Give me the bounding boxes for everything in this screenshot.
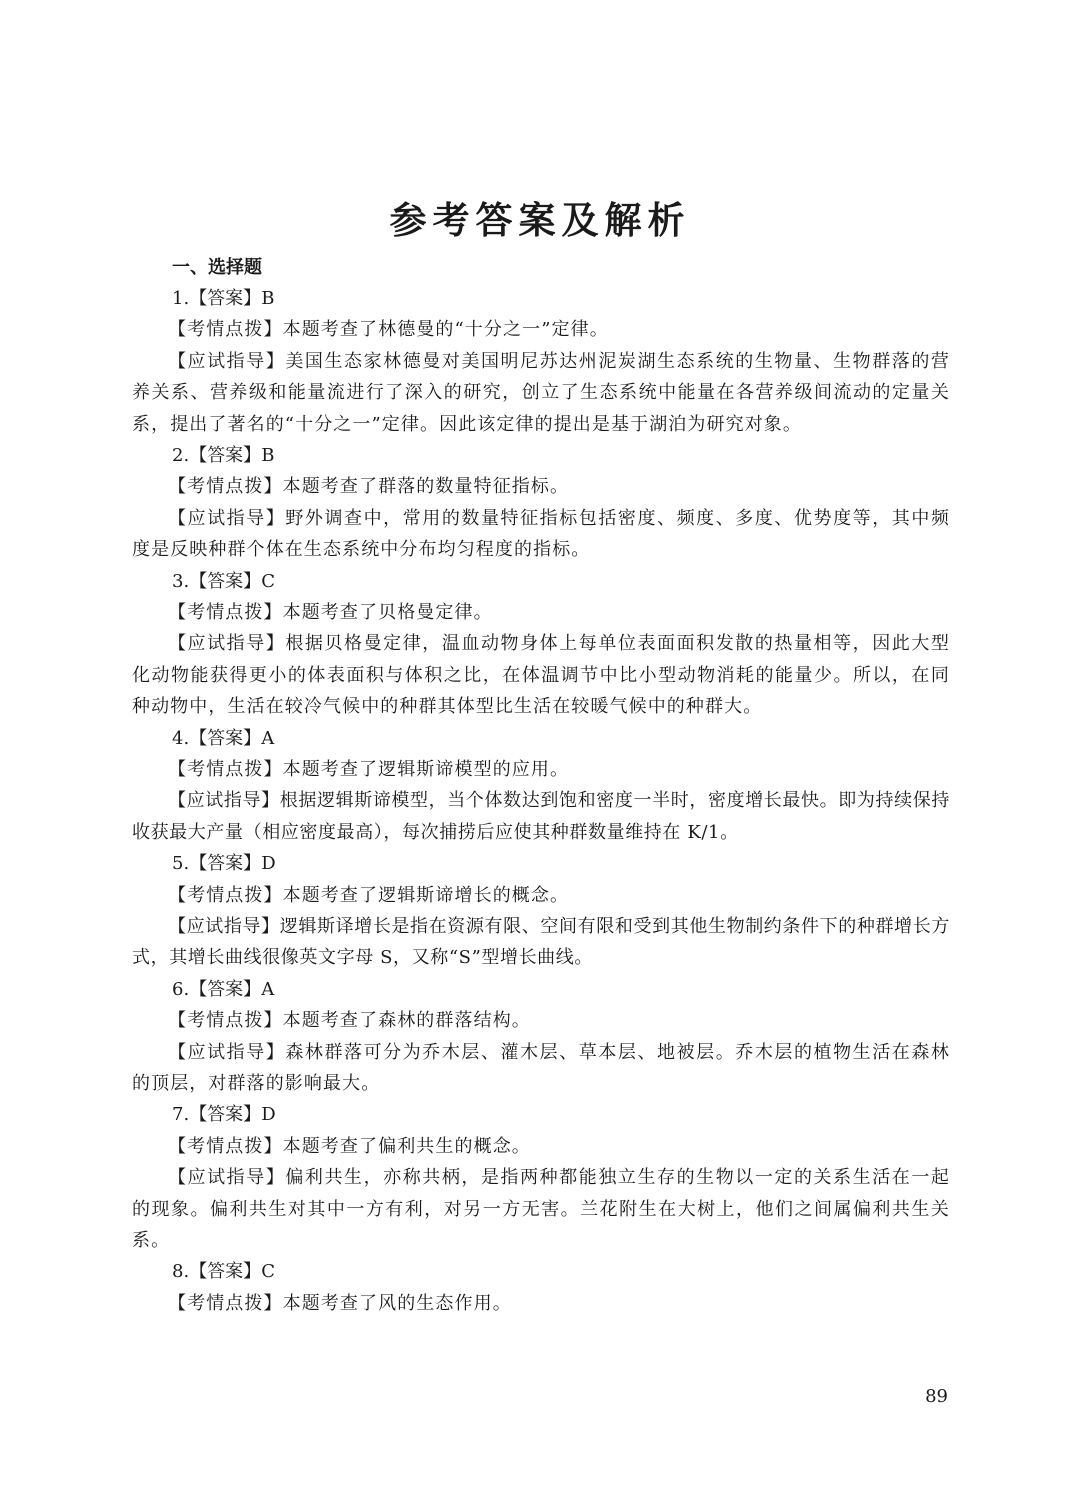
answer-label: 【答案】: [189, 1104, 262, 1126]
point-text: 本题考查了林德曼的“十分之一”定律。: [282, 319, 609, 341]
answer-value: B: [261, 288, 275, 309]
point-text: 本题考查了贝格曼定律。: [282, 602, 493, 624]
answer-value: C: [261, 1261, 275, 1283]
answer-line: [132, 566, 950, 597]
section-heading: 一、选择题: [172, 257, 262, 278]
point-line: [132, 1005, 950, 1036]
answer-line: [132, 848, 950, 879]
item-number: 5.: [172, 853, 190, 875]
item-number: 8.: [172, 1261, 190, 1283]
answer-label: 【答案】: [189, 445, 262, 467]
item-number: 7.: [172, 1104, 190, 1126]
guide-paragraph: [132, 503, 950, 566]
guide-label: 【应试指导】: [168, 1041, 286, 1063]
guide-text: 根据贝格曼定律，温血动物身体上每单位表面面积发散的热量相等，因此大型化动物能获得更小的体表面积与体积之比，在体温调节中比小型动物消耗的能量少。所以，在同种动物中，生活在较冷气候中的种群其体型比生活在较暖气候中的种群大。: [132, 633, 950, 718]
point-text: 本题考查了森林的群落结构。: [282, 1010, 531, 1032]
answer-item: [132, 1099, 950, 1256]
point-label: 【考情点拨】: [168, 319, 283, 341]
answer-value: D: [261, 1104, 276, 1126]
item-number: 6.: [172, 978, 190, 1000]
answer-item: [132, 566, 950, 723]
guide-text: 根据逻辑斯谛模型，当个体数达到饱和密度一半时，密度增长最快。即为持续保持收获最大产量（相应密度最高），每次捕捞后应使其种群数量维持在 K/1。: [132, 790, 950, 843]
guide-label: 【应试指导】: [168, 790, 280, 812]
guide-label: 【应试指导】: [168, 507, 286, 529]
point-line: [132, 471, 950, 502]
answer-label: 【答案】: [189, 570, 262, 592]
point-label: 【考情点拨】: [168, 1010, 283, 1032]
guide-text: 野外调查中，常用的数量特征指标包括密度、频度、多度、优势度等，其中频度是反映种群个体在生态系统中分布均匀程度的指标。: [132, 507, 950, 561]
point-text: 本题考查了风的生态作用。: [282, 1292, 512, 1314]
answer-label: 【答案】: [189, 288, 262, 309]
guide-paragraph: [132, 1037, 950, 1100]
answer-value: B: [261, 445, 275, 467]
guide-paragraph: [132, 1162, 950, 1256]
point-line: [132, 1131, 950, 1162]
item-number: 4.: [172, 727, 190, 749]
guide-text: 偏利共生，亦称共柄，是指两种都能独立生存的生物以一定的关系生活在一起的现象。偏利共生对其中一方有利，对另一方无害。兰花附生在大树上，他们之间属偏利共生关系。: [132, 1167, 950, 1252]
answer-value: A: [261, 727, 275, 749]
point-label: 【考情点拨】: [168, 602, 283, 624]
answer-label: 【答案】: [189, 727, 262, 749]
answer-value: D: [261, 853, 276, 875]
point-label: 【考情点拨】: [168, 1135, 283, 1157]
point-text: 本题考查了偏利共生的概念。: [282, 1135, 531, 1157]
answer-line: [132, 440, 950, 471]
point-text: 本题考查了逻辑斯谛增长的概念。: [282, 884, 570, 906]
answer-line: [132, 283, 950, 314]
answer-item: [132, 723, 950, 849]
item-number: 1.: [172, 288, 190, 309]
answer-line: [132, 974, 950, 1005]
point-label: 【考情点拨】: [168, 476, 283, 498]
answer-item: [132, 974, 950, 1100]
guide-paragraph: [132, 911, 950, 974]
answer-line: [132, 723, 950, 754]
answer-content: [132, 252, 950, 1319]
guide-label: 【应试指导】: [168, 916, 280, 938]
point-text: 本题考查了逻辑斯谛模型的应用。: [282, 759, 570, 781]
answer-line: [132, 1256, 950, 1287]
answer-label: 【答案】: [189, 853, 262, 875]
point-line: [132, 1288, 950, 1319]
answer-item: [132, 283, 950, 440]
guide-label: 【应试指导】: [168, 350, 286, 372]
guide-text: 美国生态家林德曼对美国明尼苏达州泥炭湖生态系统的生物量、生物群落的营养关系、营养级和能量流进行了深入的研究，创立了生态系统中能量在各营养级间流动的定量关系，提出了著名的“十分之一”定律。因此该定律的提出是基于湖泊为研究对象。: [132, 350, 950, 435]
page-title: 参考答案及解析: [389, 199, 691, 242]
answer-item: [132, 1256, 950, 1319]
answer-item: [132, 440, 950, 566]
answer-line: [132, 1099, 950, 1130]
page-number: 89: [925, 1386, 948, 1407]
answer-label: 【答案】: [189, 978, 262, 1000]
guide-label: 【应试指导】: [168, 633, 286, 655]
point-line: [132, 597, 950, 628]
item-number: 2.: [172, 445, 190, 467]
item-number: 3.: [172, 570, 190, 592]
answer-value: A: [261, 978, 275, 1000]
point-line: [132, 880, 950, 911]
guide-paragraph: [132, 628, 950, 722]
point-line: [132, 754, 950, 785]
answer-item: [132, 848, 950, 974]
point-label: 【考情点拨】: [168, 1292, 283, 1314]
guide-paragraph: [132, 346, 950, 440]
answer-label: 【答案】: [189, 1261, 262, 1283]
guide-text: 森林群落可分为乔木层、灌木层、草本层、地被层。乔木层的植物生活在森林的顶层，对群落的影响最大。: [132, 1041, 950, 1095]
guide-label: 【应试指导】: [168, 1167, 286, 1189]
point-text: 本题考查了群落的数量特征指标。: [282, 476, 570, 498]
point-line: [132, 314, 950, 345]
guide-text: 逻辑斯译增长是指在资源有限、空间有限和受到其他生物制约条件下的种群增长方式，其增长曲线很像英文字母 S，又称“S”型增长曲线。: [132, 916, 950, 969]
guide-paragraph: [132, 785, 950, 848]
point-label: 【考情点拨】: [168, 759, 283, 781]
answer-value: C: [261, 570, 275, 592]
point-label: 【考情点拨】: [168, 884, 283, 906]
